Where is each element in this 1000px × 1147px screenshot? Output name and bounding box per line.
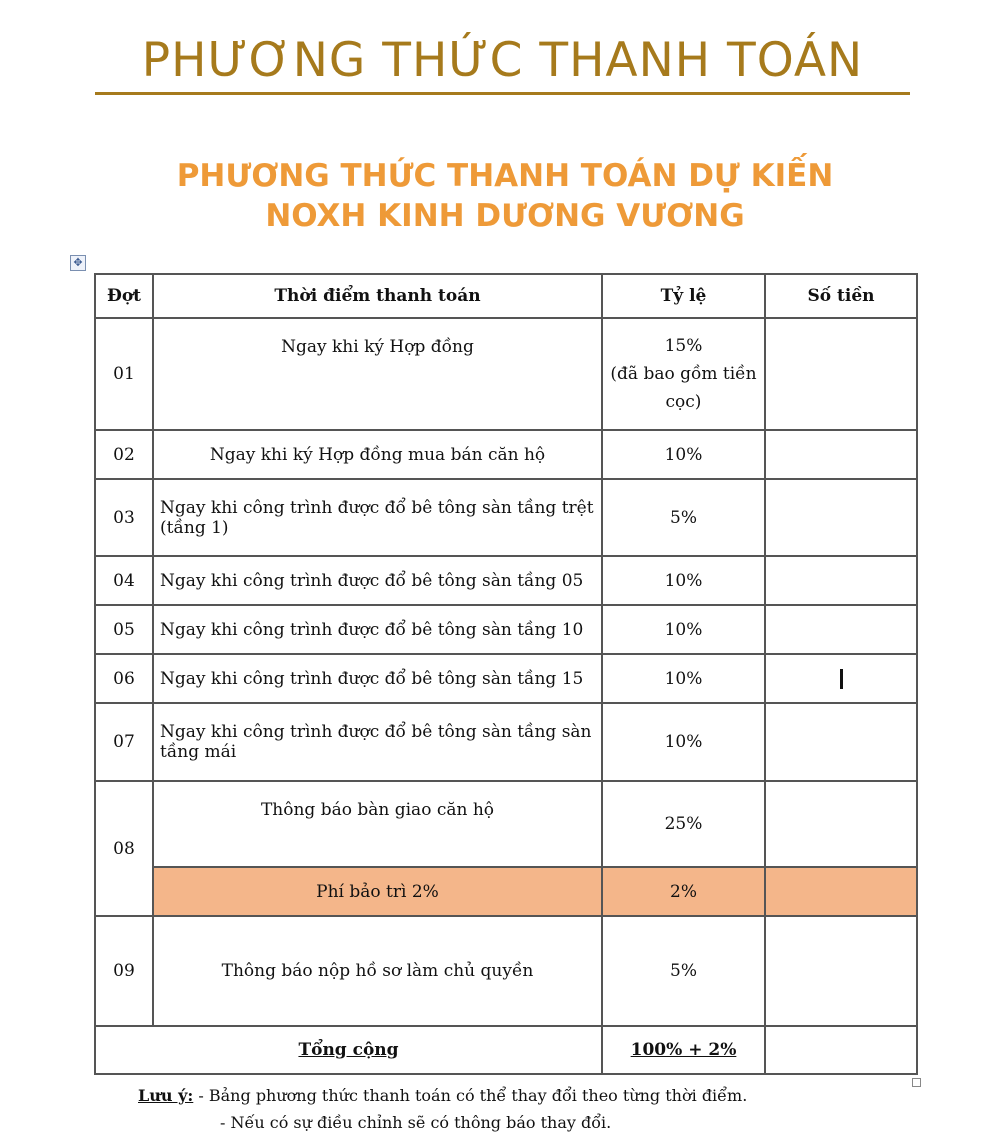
table-row: [95, 654, 917, 703]
row-rate-note: (đã bao gồm tiền cọc): [610, 364, 757, 412]
row-rate: [602, 318, 765, 430]
table-row: [95, 703, 917, 781]
row-dot: 01: [95, 318, 153, 430]
row-amount[interactable]: [765, 430, 917, 479]
row-dot: 05: [95, 605, 153, 654]
table-row: [95, 318, 917, 430]
table-row-maintenance-fee: [95, 867, 917, 916]
row-rate: 5%: [602, 479, 765, 556]
table-row: [95, 916, 917, 1026]
row-time: Ngay khi công trình được đổ bê tông sàn tầng 15: [153, 654, 602, 703]
note-text-2: - Nếu có sự điều chỉnh sẽ có thông báo thay đổi.: [220, 1113, 612, 1132]
row-rate: 10%: [602, 556, 765, 605]
table-row: [95, 479, 917, 556]
subtitle-line-1: PHƯƠNG THỨC THANH TOÁN DỰ KIẾN: [176, 158, 834, 194]
table-header-row: [95, 274, 917, 318]
row-rate: 10%: [602, 605, 765, 654]
row-dot: 08: [95, 781, 153, 916]
row-time: Ngay khi ký Hợp đồng mua bán căn hộ: [153, 430, 602, 479]
row-rate-value: 15%: [664, 336, 703, 356]
page-title: PHƯƠNG THỨC THANH TOÁN: [141, 33, 864, 88]
row-amount[interactable]: [765, 654, 917, 703]
header-amount: Số tiền: [765, 274, 917, 318]
row-rate: 10%: [602, 703, 765, 781]
header-dot: Đợt: [95, 274, 153, 318]
header-time: Thời điểm thanh toán: [153, 274, 602, 318]
table-resize-handle[interactable]: [912, 1078, 921, 1087]
row-rate: 2%: [602, 867, 765, 916]
table-move-handle-icon[interactable]: ✥: [70, 255, 86, 271]
table-row: [95, 781, 917, 867]
title-underline: [95, 92, 910, 95]
row-time: Ngay khi công trình được đổ bê tông sàn tầng trệt (tầng 1): [153, 479, 602, 556]
row-time: Ngay khi công trình được đổ bê tông sàn tầng 05: [153, 556, 602, 605]
table-row: [95, 605, 917, 654]
subtitle-line-2: NOXH KINH DƯƠNG VƯƠNG: [265, 198, 745, 234]
total-amount[interactable]: [765, 1026, 917, 1074]
row-dot: 02: [95, 430, 153, 479]
note-text-1: - Bảng phương thức thanh toán có thể thay đổi theo từng thời điểm.: [198, 1086, 748, 1105]
note-line-1: [138, 1082, 858, 1109]
row-amount[interactable]: [765, 867, 917, 916]
row-time: Thông báo nộp hồ sơ làm chủ quyền: [153, 916, 602, 1026]
table-row: [95, 430, 917, 479]
row-time: Phí bảo trì 2%: [153, 867, 602, 916]
row-rate: 25%: [602, 781, 765, 867]
row-rate: 10%: [602, 654, 765, 703]
row-time: Ngay khi ký Hợp đồng: [153, 318, 602, 430]
note-block: [138, 1082, 858, 1136]
row-dot: 07: [95, 703, 153, 781]
total-label: Tổng cộng: [95, 1026, 602, 1074]
table-row: [95, 556, 917, 605]
row-time: Thông báo bàn giao căn hộ: [153, 781, 602, 867]
total-value: 100% + 2%: [602, 1026, 765, 1074]
row-amount[interactable]: [765, 781, 917, 867]
row-amount[interactable]: [765, 318, 917, 430]
row-dot: 04: [95, 556, 153, 605]
row-dot: 03: [95, 479, 153, 556]
row-time: Ngay khi công trình được đổ bê tông sàn tầng 10: [153, 605, 602, 654]
header-rate: Tỷ lệ: [602, 274, 765, 318]
row-amount[interactable]: [765, 556, 917, 605]
row-dot: 06: [95, 654, 153, 703]
table-total-row: [95, 1026, 917, 1074]
row-time: Ngay khi công trình được đổ bê tông sàn tầng sàn tầng mái: [153, 703, 602, 781]
note-label: Lưu ý:: [138, 1086, 194, 1105]
row-amount[interactable]: [765, 605, 917, 654]
text-cursor: [840, 669, 843, 689]
row-amount[interactable]: [765, 479, 917, 556]
row-rate: 10%: [602, 430, 765, 479]
row-rate: 5%: [602, 916, 765, 1026]
subtitle: [100, 156, 910, 236]
payment-table: [94, 273, 918, 1075]
row-amount[interactable]: [765, 703, 917, 781]
row-dot: 09: [95, 916, 153, 1026]
row-amount[interactable]: [765, 916, 917, 1026]
